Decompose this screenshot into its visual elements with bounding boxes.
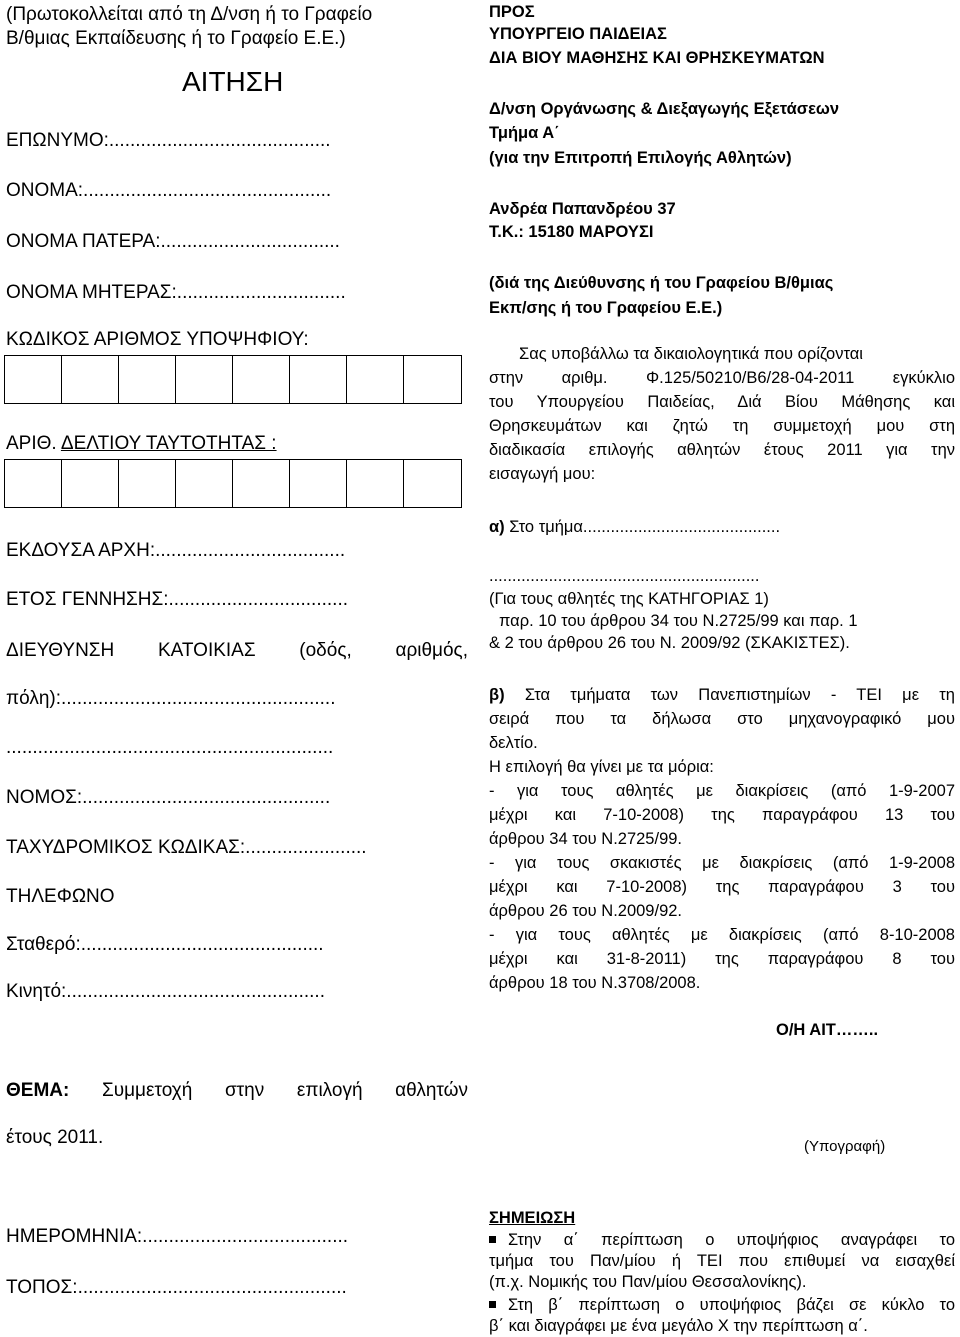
option-b-line: Η επιλογή θα γίνει με τα μόρια: <box>489 758 714 776</box>
option-b-line: άρθρου 18 του Ν.3708/2008. <box>489 974 701 992</box>
protocol-note-line1: (Πρωτοκολλείται από τη Δ/νση ή το Γραφείο <box>6 4 373 25</box>
option-b-line: β) Στα τμήματα των Πανεπιστημίων - ΤΕΙ με τη <box>489 686 955 704</box>
surname-field[interactable]: ΕΠΩΝΥΜΟ:.......................................... <box>6 130 331 151</box>
id-box[interactable] <box>404 460 461 507</box>
notes-title: ΣΗΜΕΙΩΣΗ <box>489 1209 576 1227</box>
postal-code-field[interactable]: ΤΑΧΥΔΡΟΜΙΚΟΣ ΚΩΔΙΚΑΣ:....................... <box>6 837 367 858</box>
code-box[interactable] <box>176 356 233 403</box>
option-b-line: - για τους αθλητές με διακρίσεις (από 8-10-2008 <box>489 926 955 944</box>
option-a-department-field[interactable]: Στο τμήμα........................................... <box>509 518 781 536</box>
note-line: τμήμα του Παν/μίου ή ΤΕΙ που επιθυμεί να εισαχθεί <box>489 1252 955 1270</box>
via-line2: Εκπ/σης ή του Γραφείου Ε.Ε.) <box>489 299 723 317</box>
id-box[interactable] <box>290 460 347 507</box>
department-line1: Δ/νση Οργάνωσης & Διεξαγωγής Εξετάσεων <box>489 100 840 118</box>
option-a-extra-line[interactable]: ........................................................... <box>489 567 760 585</box>
option-b <box>489 685 955 997</box>
intro-line: εισαγωγή μου: <box>489 465 596 483</box>
id-number-boxes[interactable] <box>4 459 462 508</box>
address-line2: Τ.Κ.: 15180 ΜΑΡΟΥΣΙ <box>489 223 654 241</box>
recipient-to: ΠΡΟΣ <box>489 3 535 21</box>
department-line3: (για την Επιτροπή Επιλογής Αθλητών) <box>489 149 792 167</box>
code-box[interactable] <box>62 356 119 403</box>
bullet-square-icon <box>489 1301 496 1308</box>
phone-label: ΤΗΛΕΦΩΝΟ <box>6 886 115 907</box>
note-line: Στην α΄ περίπτωση ο υποψήφιος αναγράφει το <box>489 1230 955 1251</box>
code-box[interactable] <box>347 356 404 403</box>
candidate-code-boxes[interactable] <box>4 355 462 404</box>
note-1 <box>489 1230 955 1293</box>
bullet-square-icon <box>489 1236 496 1243</box>
option-a-note-line: παρ. 10 του άρθρου 34 του Ν.2725/99 και παρ. 1 <box>499 612 858 630</box>
code-box[interactable] <box>5 356 62 403</box>
father-name-field[interactable]: ΟΝΟΜΑ ΠΑΤΕΡΑ:.................................. <box>6 231 340 252</box>
option-b-line: άρθρου 34 του Ν.2725/99. <box>489 830 683 848</box>
id-box[interactable] <box>119 460 176 507</box>
intro-line: διαδικασία επιλογής αθλητών έτους 2011 για την <box>489 441 955 459</box>
page-title: ΑΙΤΗΣΗ <box>182 66 284 97</box>
id-box[interactable] <box>176 460 233 507</box>
option-b-line: - για τους σκακιστές με διακρίσεις (από 1-9-2008 <box>489 854 955 872</box>
id-box[interactable] <box>5 460 62 507</box>
city-field[interactable]: πόλη):.................................................... <box>6 688 336 709</box>
issuing-authority-field[interactable]: ΕΚΔΟΥΣΑ ΑΡΧΗ:.................................... <box>6 540 346 561</box>
option-a-note <box>489 589 858 655</box>
intro-line: Θρησκευμάτων και ζητώ τη συμμετοχή μου στη <box>489 417 955 435</box>
place-field[interactable]: ΤΟΠΟΣ:................................................... <box>6 1277 347 1298</box>
note-line: Στη β΄ περίπτωση ο υποψήφιος βάζει σε κύκλο το <box>489 1295 955 1316</box>
id-box[interactable] <box>233 460 290 507</box>
address-label: ΔΙΕΥΘΥΝΣΗ ΚΑΤΟΙΚΙΑΣ (οδός, αριθμός, <box>6 640 468 661</box>
subject-label: ΘΕΜΑ: <box>6 1080 70 1101</box>
note-line: (π.χ. Νομικής του Παν/μίου Θεσσαλονίκης). <box>489 1273 807 1291</box>
ministry-line2: ΔΙΑ ΒΙΟΥ ΜΑΘΗΣΗΣ ΚΑΙ ΘΡΗΣΚΕΥΜΑΤΩΝ <box>489 49 825 67</box>
prefecture-field[interactable]: ΝΟΜΟΣ:............................................... <box>6 787 331 808</box>
mobile-field[interactable]: Κινητό:................................................. <box>6 981 325 1002</box>
name-field[interactable]: ΟΝΟΜΑ:............................................... <box>6 180 332 201</box>
subject-text: Συμμετοχή στην επιλογή αθλητών <box>101 1080 468 1101</box>
intro-line: του Υπουργείου Παιδείας, Διά Βίου Μάθησης και <box>489 393 955 411</box>
id-prefix: ΑΡΙΘ. <box>6 433 61 454</box>
signature-caption: (Υπογραφή) <box>804 1138 886 1155</box>
option-b-line: άρθρου 26 του Ν.2009/92. <box>489 902 683 920</box>
option-b-line: δελτίο. <box>489 734 538 752</box>
subject-line <box>6 1080 468 1102</box>
option-b-line: σειρά που τα δήλωσα στο μηχανογραφικό μου <box>489 710 955 728</box>
intro-line: στην αριθμ. Φ.125/50210/Β6/28-04-2011 εγκύκλιο <box>489 369 955 387</box>
code-box[interactable] <box>290 356 347 403</box>
applicant-signoff: Ο/Η ΑΙΤ…….. <box>776 1021 879 1039</box>
id-box[interactable] <box>347 460 404 507</box>
note-2 <box>489 1295 955 1337</box>
option-b-line: μέχρι και 31-8-2011) της παραγράφου 8 του <box>489 950 955 968</box>
option-a-note-line: (Για τους αθλητές της ΚΑΤΗΓΟΡΙΑΣ 1) <box>489 590 769 608</box>
id-label: ΔΕΛΤΙΟΥ ΤΑΥΤΟΤΗΤΑΣ : <box>60 433 277 454</box>
date-field[interactable]: ΗΜΕΡΟΜΗΝΙΑ:....................................... <box>6 1226 349 1247</box>
id-box[interactable] <box>62 460 119 507</box>
ministry-line1: ΥΠΟΥΡΓΕΙΟ ΠΑΙΔΕΙΑΣ <box>489 25 667 43</box>
code-box[interactable] <box>233 356 290 403</box>
via-line1: (διά της Διεύθυνσης ή του Γραφείου Β/θμιας <box>489 274 834 292</box>
code-box[interactable] <box>119 356 176 403</box>
code-box[interactable] <box>404 356 461 403</box>
department-line2: Τμήμα Α΄ <box>489 124 560 142</box>
intro-paragraph <box>489 344 955 488</box>
candidate-code-label: ΚΩΔΙΚΟΣ ΑΡΙΘΜΟΣ ΥΠΟΨΗΦΙΟΥ: <box>6 329 309 350</box>
option-b-line: - για τους αθλητές με διακρίσεις (από 1-9-2007 <box>489 782 955 800</box>
option-b-label: β) <box>489 686 505 704</box>
option-a[interactable] <box>489 517 780 537</box>
subject-year: έτους 2011. <box>6 1127 104 1148</box>
birth-year-field[interactable]: ΕΤΟΣ ΓΕΝΝΗΣΗΣ:.................................. <box>6 589 349 610</box>
address-extra-line[interactable]: .............................................................. <box>6 737 334 758</box>
note-line: β΄ και διαγράφει με ένα μεγάλο Χ την περίπτωση α΄. <box>489 1317 868 1335</box>
id-number-label <box>6 433 277 455</box>
address-line1: Ανδρέα Παπανδρέου 37 <box>489 200 676 218</box>
mother-name-field[interactable]: ΟΝΟΜΑ ΜΗΤΕΡΑΣ:................................ <box>6 282 346 303</box>
option-a-label: α) <box>489 518 505 536</box>
landline-field[interactable]: Σταθερό:.............................................. <box>6 934 324 955</box>
protocol-note-line2: Β/θμιας Εκπαίδευσης ή το Γραφείο Ε.Ε.) <box>6 28 346 49</box>
option-b-line: μέχρι και 7-10-2008) της παραγράφου 3 του <box>489 878 955 896</box>
option-b-line: μέχρι και 7-10-2008) της παραγράφου 13 του <box>489 806 955 824</box>
option-a-note-line: & 2 του άρθρου 26 του Ν. 2009/92 (ΣΚΑΚΙΣΤΕΣ). <box>489 634 850 652</box>
intro-line: Σας υποβάλλω τα δικαιολογητικά που ορίζονται <box>519 345 863 363</box>
